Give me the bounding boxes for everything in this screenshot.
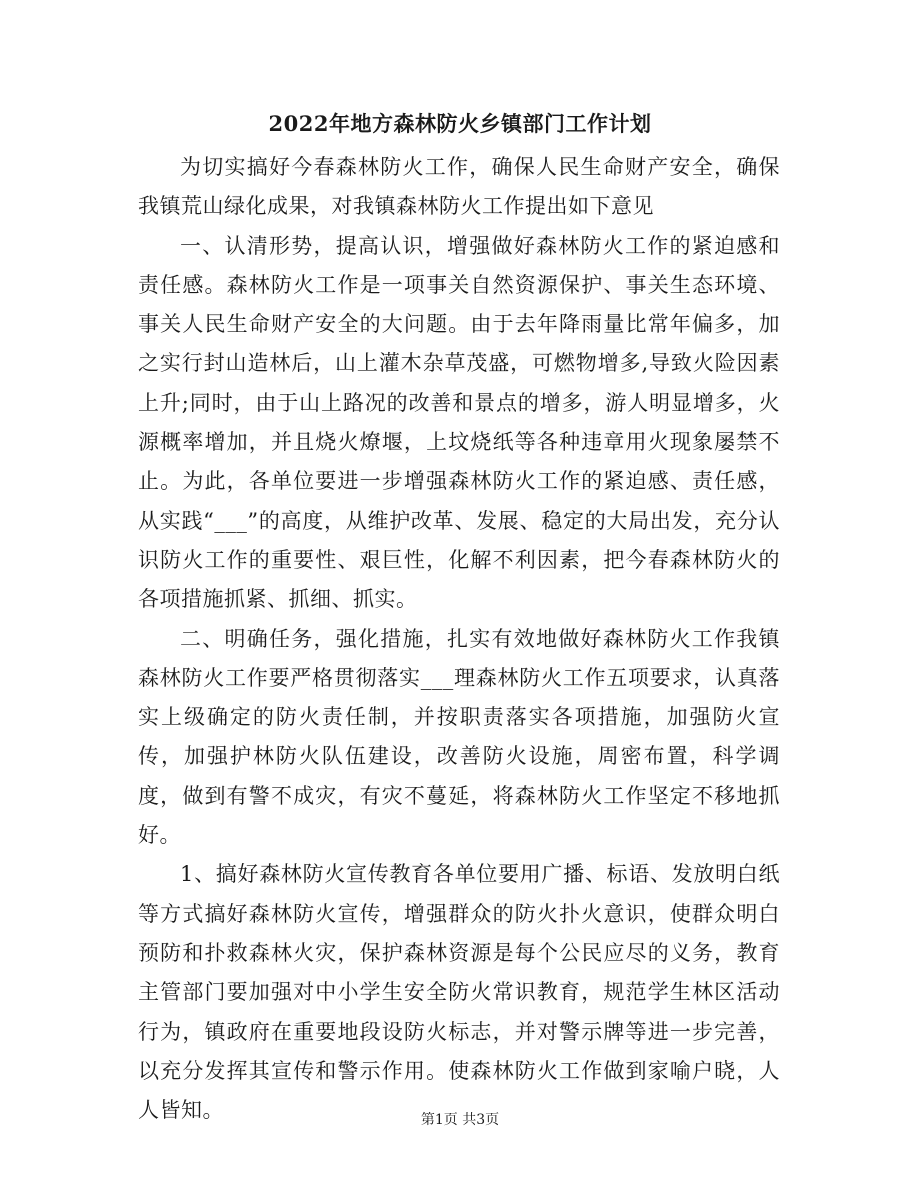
paragraph-section-1: 一、认清形势，提高认识，增强做好森林防火工作的紧迫感和责任感。森林防火工作是一项事关自然资源保护、事关生态环境、事关人民生命财产安全的大问题。由于去年降雨量比常年偏多，加之实行封山造林后，山上灌木杂草茂盛，可燃物增多,导致火险因素上升;同时，由于山上路况的改善和景点的增多，游人明显增多，火源概率增加，并且烧火燎堰，上坟烧纸等各种违章用火现象屡禁不止。为此，各单位要进一步增强森林防火工作的紧迫感、责任感，从实践“___”的高度，从维护改革、发展、稳定的大局出发，充分认识防火工作的重要性、艰巨性，化解不利因素，把今春森林防火的各项措施抓紧、抓细、抓实。 [138,233,780,612]
page-number-footer: 第1页 共3页 [420,1112,500,1128]
paragraph-intro: 为切实搞好今春森林防火工作，确保人民生命财产安全，确保我镇荒山绿化成果，对我镇森林防火工作提出如下意见 [138,155,780,219]
paragraph-item-1: 1、搞好森林防火宣传教育各单位要用广播、标语、发放明白纸等方式搞好森林防火宣传，增强群众的防火扑火意识，使群众明白预防和扑救森林火灾，保护森林资源是每个公民应尽的义务，教育主管部门要加强对中小学生安全防火常识教育，规范学生林区活动行为，镇政府在重要地段设防火标志，并对警示牌等进一步完善，以充分发挥其宣传和警示作用。使森林防火工作做到家喻户晓，人人皆知。 [138,862,780,1123]
paragraph-section-2: 二、明确任务，强化措施，扎实有效地做好森林防火工作我镇森林防火工作要严格贯彻落实___理森林防火工作五项要求，认真落实上级确定的防火责任制，并按职责落实各项措施，加强防火宣传，加强护林防火队伍建设，改善防火设施，周密布置，科学调度，做到有警不成灾，有灾不蔓延，将森林防火工作坚定不移地抓好。 [138,626,780,848]
document-body [138,148,780,1130]
document-title: 2022年地方森林防火乡镇部门工作计划 [268,111,652,136]
